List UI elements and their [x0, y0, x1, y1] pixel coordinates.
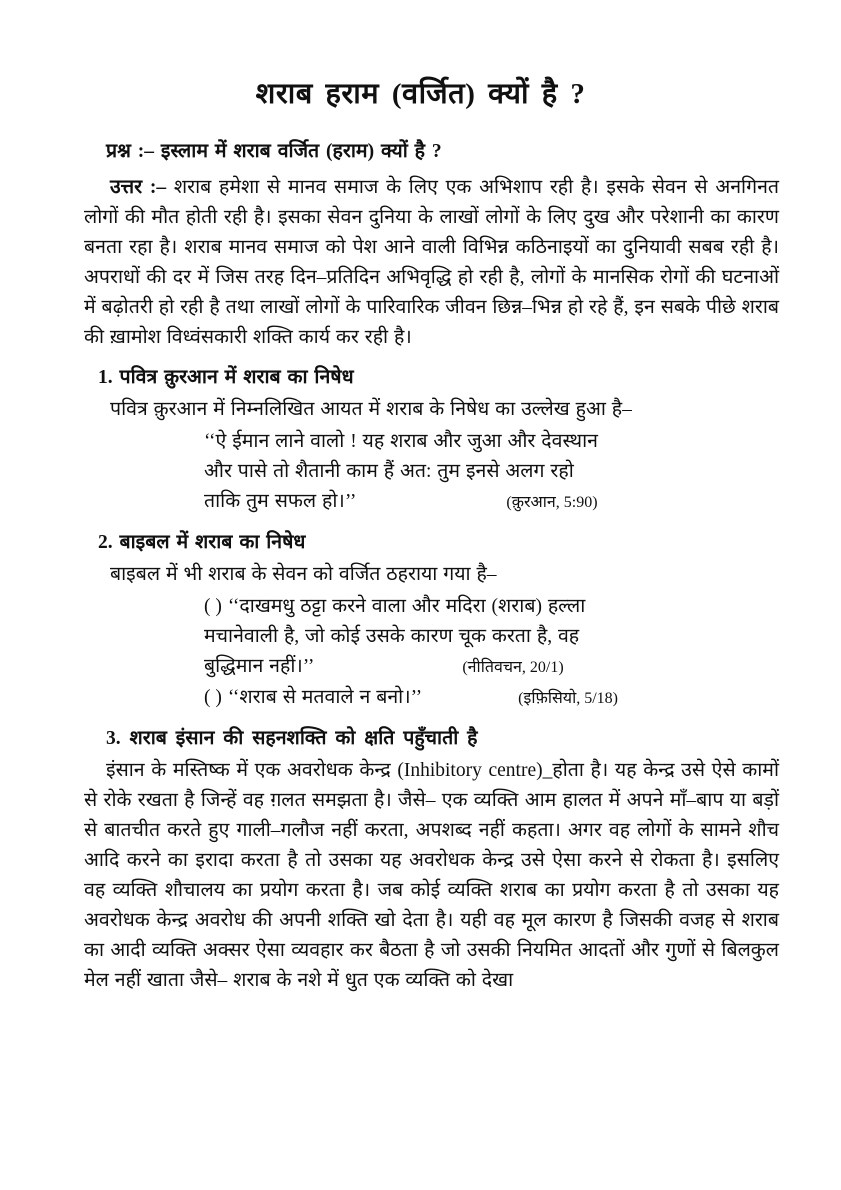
quote-line: [204, 457, 779, 487]
quote-marker: ( ): [204, 687, 222, 709]
quote-text: ‘‘शराब से मतवाले न बनो।’’: [227, 687, 423, 709]
quote-text: और पासे तो शैतानी काम हैं अत: तुम इनसे अलग रहो: [204, 460, 574, 482]
question-label: प्रश्न :–: [106, 141, 155, 163]
quote-text: ‘‘ऐ ईमान लाने वालो ! यह शराब और जुआ और देवस्थान: [204, 430, 598, 452]
inhibitory-centre-term: (Inhibitory centre): [397, 760, 543, 782]
quote-text: ‘‘दाखमधु ठट्टा करने वाला और मदिरा (शराब) हल्ला: [227, 596, 586, 618]
quote-line: [204, 427, 779, 457]
section-body-lead: इंसान के मस्तिष्क में एक अवरोधक केन्द्र: [106, 760, 398, 782]
quote-text: ताकि तुम सफल हो।’’: [204, 490, 357, 512]
document-body: [0, 137, 841, 996]
question-line: [84, 137, 779, 166]
quote-text: मचानेवाली है, जो कोई उसके कारण चूक करता है, वह: [204, 626, 580, 648]
page-title: शराब हराम (वर्जित) क्यों है ?: [255, 78, 586, 110]
quote-line: [204, 652, 779, 683]
section-body-rest: _होता है। यह केन्द्र उसे ऐसे कामों से रोके रखता है जिन्हें वह ग़लत समझता है। जैसे– एक व्यक्ति आम हालत में अपने माँ–बाप या बड़ों से बातचीत करते हुए गाली–गलौज नहीं करता, अपशब्द नहीं कहता। अगर वह लोगों के सामने शौच आदि करने का इरादा करता है तो उसका यह अवरोधक केन्द्र उसे ऐसा करने से रोकता है। इसलिए वह व्यक्ति शौचालय का प्रयोग करता है। जब कोई व्यक्ति शराब का प्रयोग करता है तो उसका यह अवरोधक केन्द्र अवरोध की अपनी शक्ति खो देता है। यही वह मूल कारण है जिसकी वजह से शराब का आदी व्यक्ति अक्सर ऐसा व्यवहार कर बैठता है जो उसकी नियमित आदतों और गुणों से बिलकुल मेल नहीं खाता जैसे– शराब के नशे में धुत एक व्यक्ति को देखा: [84, 760, 779, 992]
section-body-3: [84, 756, 779, 996]
answer-text: शराब हमेशा से मानव समाज के लिए एक अभिशाप रही है। इसके सेवन से अनगिनत लोगों की मौत होती रही है। इसका सेवन दुनिया के लाखों लोगों के लिए दुख और परेशानी का कारण बनता रहा है। शराब मानव समाज को पेश आने वाली विभिन्न कठिनाइयों का दुनियावी सबब रही है। अपराधों की दर में जिस तरह दिन–प्रतिदिन अभिवृद्धि हो रही है, लोगों के मानसिक रोगों की घटनाओं में बढ़ोतरी हो रही है तथा लाखों लोगों के पारिवारिक जीवन छिन्न–भिन्न हो रहे हैं, इन सबके पीछे शराब की ख़ामोश विध्वंसकारी शक्ति कार्य कर रही है।: [84, 176, 780, 348]
quote-line: [204, 683, 779, 714]
quote-citation: (इफ़िसियो, 5/18): [518, 690, 618, 708]
section-heading-3: 3. शराब इंसान की सहनशक्ति को क्षति पहुँचाती है: [106, 728, 478, 750]
quote-line: [204, 592, 779, 622]
answer-paragraph: [84, 173, 779, 353]
quote-block-quran: [84, 427, 779, 518]
quote-text: बुद्धिमान नहीं।’’: [204, 656, 315, 678]
quote-line: [204, 487, 779, 518]
section-intro-1: पवित्र क़ुरआन में निम्नलिखित आयत में शराब के निषेध का उल्लेख हुआ है–: [110, 398, 632, 420]
quote-citation: (नीतिवचन, 20/1): [462, 659, 564, 677]
section-intro-2: बाइबल में भी शराब के सेवन को वर्जित ठहराया गया है–: [110, 564, 497, 586]
quote-citation: (क़ुरआन, 5:90): [506, 493, 598, 511]
answer-label: उत्तर :–: [110, 176, 167, 198]
quote-line: [204, 622, 779, 652]
section-heading-1: 1. पवित्र क़ुरआन में शराब का निषेध: [98, 366, 354, 388]
section-heading-2: 2. बाइबल में शराब का निषेध: [98, 531, 306, 553]
question-text: इस्लाम में शराब वर्जित (हराम) क्यों है ?: [160, 141, 442, 163]
quote-block-bible-1: [84, 592, 779, 714]
quote-marker: ( ): [204, 596, 222, 618]
